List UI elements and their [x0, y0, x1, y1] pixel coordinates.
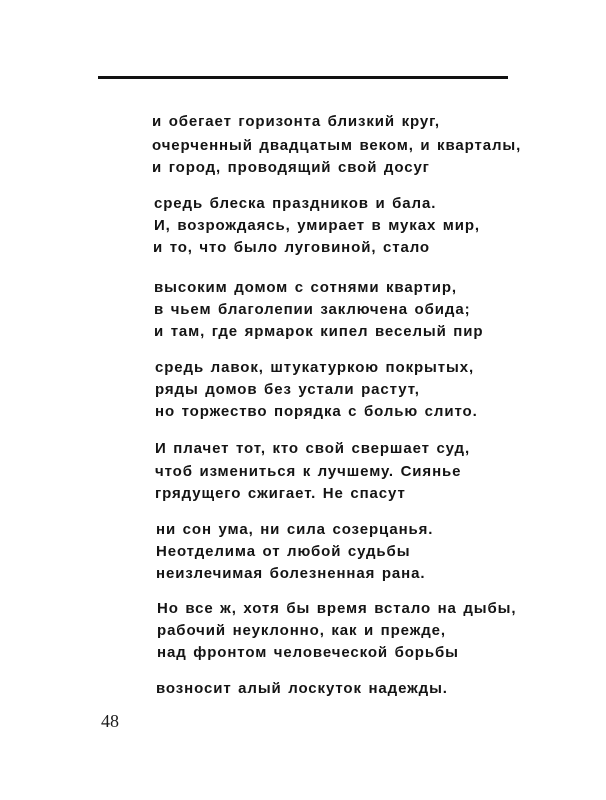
poem-line: средь лавок, штукатуркою покрытых,	[155, 359, 475, 376]
poem-line: неизлечимая болезненная рана.	[156, 565, 426, 582]
poem-line: и то, что было луговиной, стало	[153, 239, 430, 256]
poem-line: и город, проводящий свой досуг	[152, 159, 430, 176]
poem-line: высоким домом с сотнями квартир,	[154, 279, 457, 296]
poem-line: и там, где ярмарок кипел веселый пир	[154, 323, 484, 340]
poem-line: ряды домов без устали растут,	[155, 381, 420, 398]
poem-line: средь блеска праздников и бала.	[154, 195, 437, 212]
poem-line: И плачет тот, кто свой свершает суд,	[155, 440, 471, 457]
poem-line: над фронтом человеческой борьбы	[157, 644, 459, 661]
poem-line: Но все ж, хотя бы время встало на дыбы,	[157, 600, 517, 617]
poem-line: Неотделима от любой судьбы	[156, 543, 411, 560]
poem-line: чтоб измениться к лучшему. Сиянье	[155, 463, 462, 480]
poem-line: ни сон ума, ни сила созерцанья.	[156, 521, 434, 538]
poem-line: но торжество порядка с болью слито.	[155, 403, 478, 420]
poem-line: в чьем благолепии заключена обида;	[154, 301, 471, 318]
poem-line: очерченный двадцатым веком, и кварталы,	[152, 137, 522, 154]
page-number: 48	[101, 711, 119, 731]
poem-line: рабочий неуклонно, как и прежде,	[157, 622, 446, 639]
poem-line: и обегает горизонта близкий круг,	[152, 113, 440, 130]
poem-line: грядущего сжигает. Не спасут	[155, 485, 406, 502]
poem-line: возносит алый лоскуток надежды.	[156, 680, 448, 697]
poem-line: И, возрождаясь, умирает в муках мир,	[154, 217, 480, 234]
